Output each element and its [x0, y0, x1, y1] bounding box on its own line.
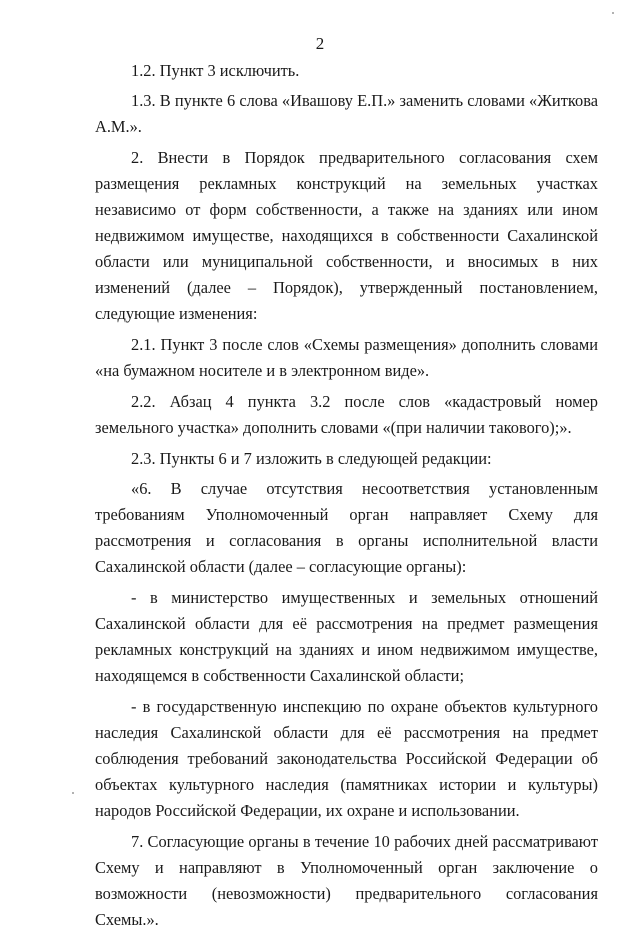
scan-speck [72, 792, 74, 794]
page-number: 2 [315, 34, 325, 53]
paragraph-7: 7. Согласующие органы в течение 10 рабочих дней рассматривают Схему и направляют в Уполномоченный орган заключение о возможности (невозможности) предварительного согласования Схемы.». [95, 832, 598, 929]
paragraph-1-2: 1.2. Пункт 3 исключить. [131, 61, 300, 80]
paragraph-2-2: 2.2. Абзац 4 пункта 3.2 после слов «кадастровый номер земельного участка» дополнить словами «(при наличии такового);». [95, 392, 598, 437]
paragraph-2-3: 2.3. Пункты 6 и 7 изложить в следующей редакции: [131, 449, 492, 468]
paragraph-6: «6. В случае отсутствия несоответствия установленным требованиям Уполномоченный орган направляет Схему для рассмотрения и согласования в органы исполнительной власти Сахалинской области (далее – согласующие органы): [95, 479, 598, 576]
paragraph-2: 2. Внести в Порядок предварительного согласования схем размещения рекламных конструкций на земельных участках независимо от форм собственности, а также на зданиях или ином недвижимом имуществе, находящихся в собственности Сахалинской области или муниципальной собственности, и вносимых в них изменений (далее – Порядок), утвержденный постановлением, следующие изменения: [95, 148, 598, 323]
paragraph-2-1: 2.1. Пункт 3 после слов «Схемы размещения» дополнить словами «на бумажном носителе и в электронном виде». [95, 335, 598, 380]
list-item-inspection: - в государственную инспекцию по охране объектов культурного наследия Сахалинской области для её рассмотрения на предмет соблюдения требований законодательства Российской Федерации об объектах культурного наследия (памятниках истории и культуры) народов Российской Федерации, их охране и использовании. [95, 697, 598, 820]
scan-speck [612, 12, 614, 14]
list-item-ministry: - в министерство имущественных и земельных отношений Сахалинской области для её рассмотрения на предмет размещения рекламных конструкций на зданиях и ином недвижимом имуществе, находящемся в собственности Сахалинской области; [95, 588, 598, 685]
document-body [95, 58, 598, 933]
paragraph-1-3: 1.3. В пункте 6 слова «Ивашову Е.П.» заменить словами «Житкова А.М.». [95, 91, 598, 136]
